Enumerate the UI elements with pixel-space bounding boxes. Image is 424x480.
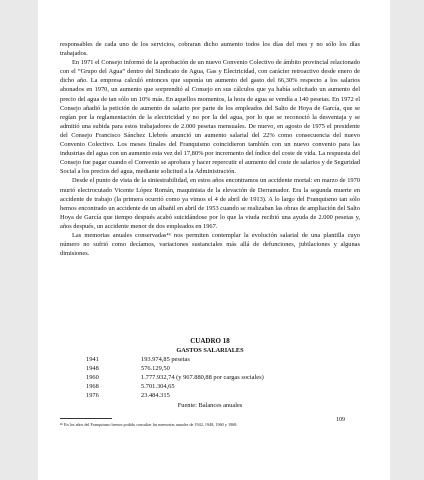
row-year: 1968: [86, 383, 99, 390]
paragraph: Las memorias anuales conservadas⁴⁶ nos permiten contemplar la evolución salarial de una plantilla cuyo número no sufrió como decíamos, variaciones sustanciales más allá de defunciones, jubilaciones y algunas dimisiones.: [60, 231, 360, 258]
table-source: Fuente: Balances anuales: [177, 402, 243, 409]
paragraph: Desde el punto de vista de la siniestrabilidad, en estos años encontramos un accidente mortal: en marzo de 1970 murió electrocutado Vicente López Román, maquinista de la elevación de Derramador. Era la segunda muerte en accidente de trabajo (la primera ocurrió como ya vimos el 4 de abril de 1913). A lo largo del Franquismo tan sólo hemos encontrado un accidente de un albañil en abril de 1953 cuando se realizaban las obras de ampliación del Salto Hoya de García que tiempo después acabó suicidándose por lo que la viuda recibió una ayuda de 2.000 pesetas y, años después, un accidente menor de dos empleados en 1967.: [60, 177, 360, 230]
body-text: [60, 40, 360, 258]
row-value: 5.701.304,65: [141, 383, 175, 390]
table-row: [60, 364, 360, 373]
salary-table: [60, 337, 360, 410]
paragraph: En 1971 el Consejo informó de la aprobación de un nuevo Convenio Colectivo de ámbito provincial relacionado con el “Grupo del Agua” dentro del Sindicato de Agua, Gas y Electricidad, con carácter retroactivo desde enero de dicho año. La empresa calculó entonces que suponía un aumento del gasto del 66,30% respecto a los salarios abonados en 1970, un aumento que sorprendió al Consejo en sus cálculos que ya había solicitado un aumento del precio del agua de tan sólo un 10% más. En aquellos momentos, la hora de agua se vendía a 140 pesetas. En 1972 el Consejo añadió la petición de aumento de salario por parte de los empleados del Salto de Hoya de García, que se regían por la reglamentación de la electricidad y no por la del agua, por lo que se reconoció la desventaja y se admitió una subida para estos trabajadores de 2.000 pesetas mensuales. De nuevo, en agosto de 1975 el presidente del Consejo Francisco Sánchez Llebrés anunció un aumento salarial del 22% como consecuencia del nuevo Convenio Colectivo. Los meses finales del Franquismo coincidieron también con un nuevo convenio para las industrias del agua con un aumento esta vez del 17,80% por incremento del índice del coste de vida. La respuesta del Consejo fue pagar cuando el Convenio se aprobara y hacer repercutir el aumento del coste de salarios y de Seguridad Social a los precios del agua, mediante solicitud a la Administración.: [60, 59, 360, 176]
row-year: 1948: [86, 365, 99, 372]
row-year: 1960: [86, 374, 99, 381]
table-row: [60, 382, 360, 391]
table-title: CUADRO 18: [190, 337, 230, 345]
page-number: 109: [336, 417, 345, 423]
row-value: 193.974,85 pesetas: [141, 356, 190, 363]
row-year: 1976: [86, 392, 99, 399]
table-row: [60, 373, 360, 382]
row-value: 1.777.932,74 (y 967.880,88 por cargas sociales): [141, 374, 264, 381]
table-subtitle: GASTOS SALARIALES: [176, 347, 244, 354]
footnote: ⁴⁶ En los años del Franquismo hemos podido consultar las memorias anuales de 1942, 1948, 1960 y 1968.: [60, 422, 238, 427]
row-value: 576.129,50: [141, 365, 170, 372]
table-row: [60, 391, 360, 400]
footnote-divider: [60, 418, 112, 419]
paragraph: responsables de cada uno de los servicios, cobraran dicho aumento todos los días del mes y no sólo los días trabajados.: [60, 41, 360, 58]
table-row: [60, 355, 360, 364]
row-value: 23.484.315: [141, 392, 170, 399]
row-year: 1941: [86, 356, 99, 363]
